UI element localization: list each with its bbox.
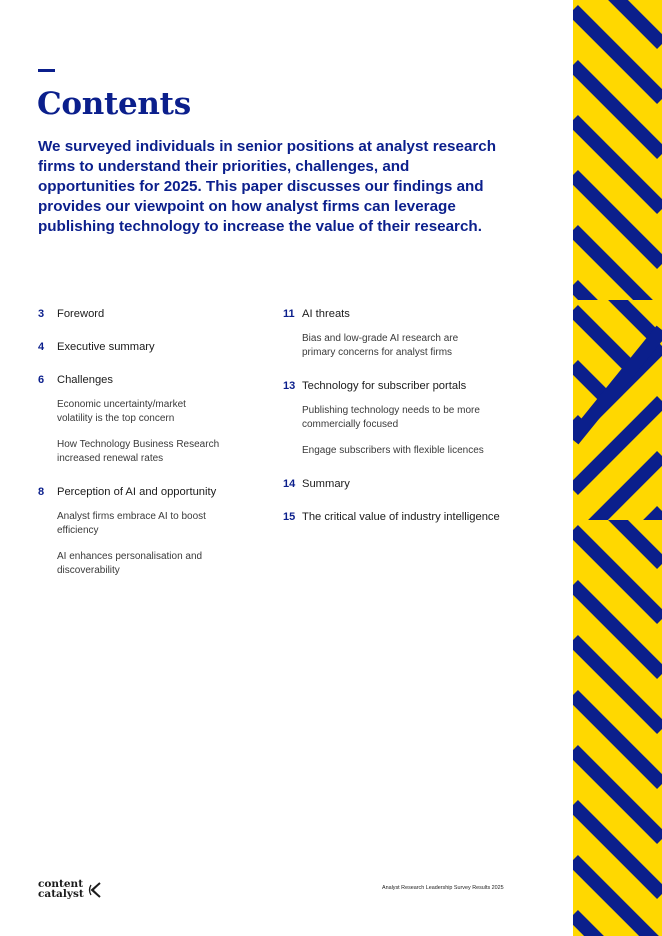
toc-subentry[interactable]: Publishing technology needs to be more commercially focused bbox=[302, 405, 480, 430]
toc-page-number: 8 bbox=[38, 486, 45, 498]
footer-note: Analyst Research Leadership Survey Results 2025 bbox=[382, 885, 504, 891]
content-catalyst-logo-icon bbox=[88, 881, 102, 899]
page-title: Contents bbox=[37, 86, 191, 122]
logo-wordmark bbox=[38, 880, 84, 899]
toc-entry-label: Technology for subscriber portals bbox=[302, 380, 467, 392]
toc-subentry[interactable]: Analyst firms embrace AI to boost efficiency bbox=[57, 511, 206, 536]
toc-entry-label: The critical value of industry intelligence bbox=[302, 511, 500, 523]
toc-subentry[interactable]: Economic uncertainty/market volatility is the top concern bbox=[57, 399, 186, 424]
toc-entry-label: Foreword bbox=[57, 308, 105, 320]
intro-paragraph: We surveyed individuals in senior positions at analyst research firms to understand their priorities, challenges, and opportunities for 2025. This paper discusses our findings and provides our viewpoint on how analyst firms can leverage publishing technology to increase the value of their research. bbox=[38, 138, 497, 235]
toc-entry-ai-threats[interactable] bbox=[283, 308, 553, 320]
toc-entry-label: Perception of AI and opportunity bbox=[57, 486, 217, 498]
toc-column-right bbox=[283, 308, 553, 523]
toc-page-number: 3 bbox=[38, 308, 45, 320]
toc-entry-label: Challenges bbox=[57, 374, 113, 386]
toc-entry-critical-value[interactable] bbox=[283, 511, 553, 523]
toc-entry-foreword[interactable] bbox=[38, 308, 288, 320]
accent-bar bbox=[38, 69, 55, 72]
toc-page-number: 4 bbox=[38, 341, 45, 353]
toc-page-number: 11 bbox=[283, 308, 295, 320]
toc-page-number: 15 bbox=[283, 511, 296, 523]
toc-page-number: 13 bbox=[283, 380, 296, 392]
logo-line-1: content bbox=[38, 878, 84, 890]
content-catalyst-logo[interactable] bbox=[38, 880, 102, 899]
toc-entry-label: AI threats bbox=[302, 308, 350, 320]
toc-page-number: 14 bbox=[283, 478, 296, 490]
toc-entry-executive-summary[interactable] bbox=[38, 341, 288, 353]
toc-column-left bbox=[38, 308, 288, 578]
decorative-stripe-panel bbox=[573, 0, 662, 936]
toc-entry-perception-of-ai[interactable] bbox=[38, 486, 288, 498]
toc-subentry[interactable]: AI enhances personalisation and discoverability bbox=[57, 551, 203, 576]
toc-subentries bbox=[302, 332, 553, 360]
toc-entry-technology-for-subscriber-portals[interactable] bbox=[283, 380, 553, 392]
toc-subentries bbox=[57, 510, 288, 578]
toc-page-number: 6 bbox=[38, 374, 45, 386]
toc-entry-label: Executive summary bbox=[57, 341, 155, 353]
toc-subentry[interactable]: Engage subscribers with flexible licences bbox=[302, 445, 484, 456]
toc-subentries bbox=[57, 398, 288, 466]
logo-line-2: catalyst bbox=[38, 887, 84, 900]
toc-subentry[interactable]: Bias and low-grade AI research are primary concerns for analyst firms bbox=[302, 333, 459, 358]
toc-subentries bbox=[302, 404, 553, 458]
toc-entry-summary[interactable] bbox=[283, 478, 553, 490]
toc-entry-challenges[interactable] bbox=[38, 374, 288, 386]
toc-entry-label: Summary bbox=[302, 478, 350, 490]
toc-subentry[interactable]: How Technology Business Research increased renewal rates bbox=[57, 439, 220, 464]
